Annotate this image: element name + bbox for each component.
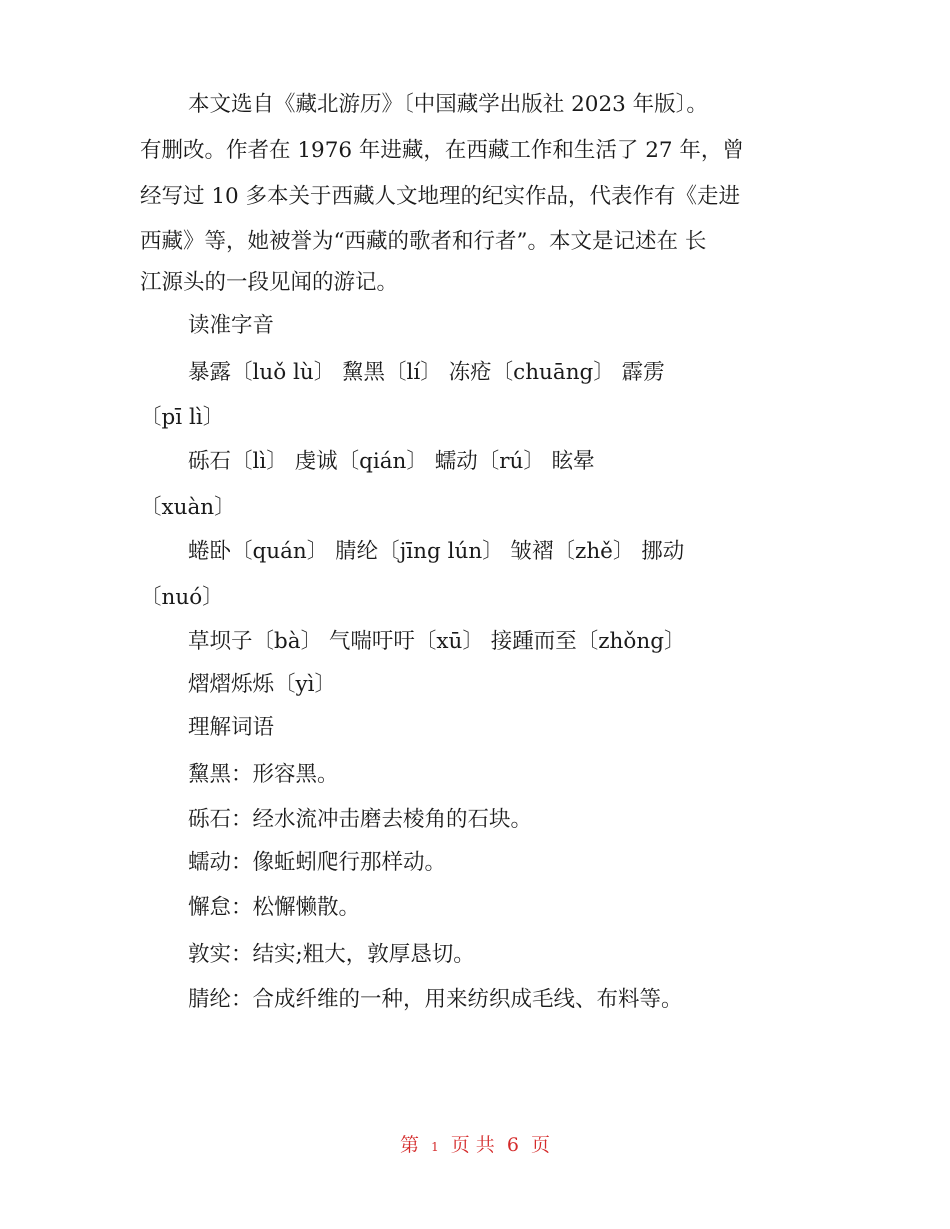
vocabulary-heading: 理解词语 bbox=[188, 715, 275, 740]
pronunciation-row: 〔pī lì〕 bbox=[140, 405, 225, 430]
vocabulary-item: 砾石：经水流冲击磨去棱角的石块。 bbox=[188, 807, 533, 832]
pronunciation-row: 〔nuó〕 bbox=[140, 585, 224, 610]
intro-line-3: 经写过 10 多本关于西藏人文地理的纪实作品，代表作有《走进 bbox=[140, 184, 741, 209]
intro-line-4: 西藏》等，她被誉为“西藏的歌者和行者”。本文是记述在 长 bbox=[140, 229, 707, 254]
intro-line-2: 有删改。作者在 1976 年进藏，在西藏工作和生活了 27 年，曾 bbox=[140, 138, 744, 163]
vocabulary-item: 蠕动：像蚯蚓爬行那样动。 bbox=[188, 850, 447, 875]
page-footer bbox=[0, 1132, 950, 1160]
intro-line-1: 本文选自《藏北游历》〔中国藏学出版社 2023 年版〕。 bbox=[188, 92, 708, 117]
footer-prefix: 第 bbox=[400, 1134, 420, 1156]
footer-page-number: 1 bbox=[431, 1140, 439, 1154]
pronunciation-row: 蜷卧〔quán〕 腈纶〔jīng lún〕 皱褶〔zhě〕 挪动 bbox=[188, 539, 685, 564]
vocabulary-item: 敦实：结实;粗大，敦厚恳切。 bbox=[188, 942, 475, 967]
pronunciation-row: 暴露〔luǒ lù〕 黧黑〔lí〕 冻疮〔chuāng〕 霹雳 bbox=[188, 360, 665, 385]
vocabulary-item: 懈怠：松懈懒散。 bbox=[188, 895, 361, 920]
pronunciation-heading: 读准字音 bbox=[188, 313, 275, 338]
pronunciation-row: 〔xuàn〕 bbox=[140, 495, 236, 520]
footer-total-pages: 6 bbox=[506, 1134, 519, 1156]
footer-suffix: 页 bbox=[530, 1134, 550, 1156]
pronunciation-row: 砾石〔lì〕 虔诚〔qián〕 蠕动〔rú〕 眩晕 bbox=[188, 449, 595, 474]
intro-line-5: 江源头的一段见闻的游记。 bbox=[140, 270, 399, 295]
pronunciation-row: 草坝子〔bà〕 气喘吁吁〔xū〕 接踵而至〔zhǒng〕 bbox=[188, 629, 686, 654]
footer-mid: 页 共 bbox=[450, 1134, 495, 1156]
vocabulary-item: 黧黑：形容黑。 bbox=[188, 762, 339, 787]
pronunciation-row: 熠熠烁烁〔yì〕 bbox=[188, 672, 337, 697]
vocabulary-item: 腈纶：合成纤维的一种，用来纺织成毛线、布料等。 bbox=[188, 987, 683, 1012]
